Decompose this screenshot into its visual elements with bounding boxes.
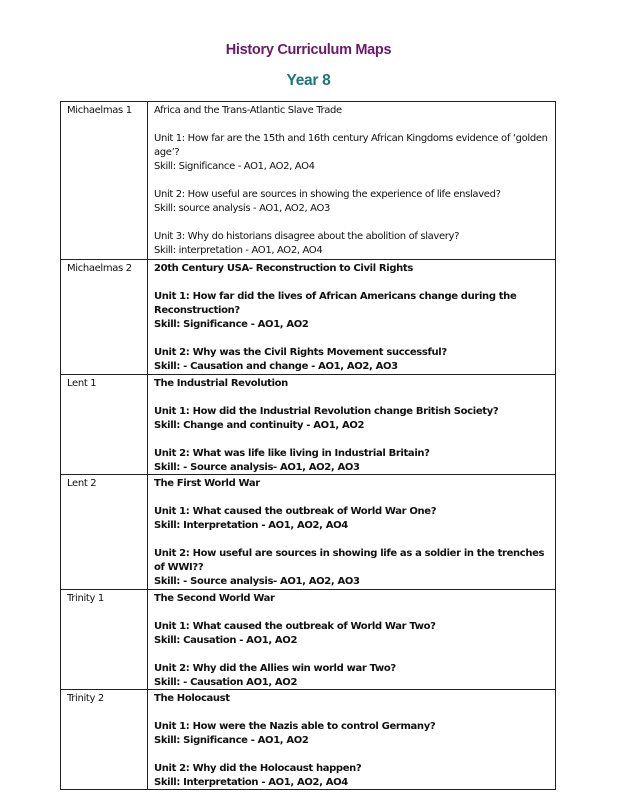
unit-question: Unit 1: How were the Nazis able to control Germany?: [154, 721, 436, 732]
unit-question: Unit 1: How did the Industrial Revolution change British Society?: [154, 406, 499, 417]
curriculum-table: [60, 101, 556, 790]
term-cell: [61, 590, 148, 690]
page-title: History Curriculum Maps: [225, 42, 392, 58]
unit-skill: Skill: - Source analysis- AO1, AO2, AO3: [154, 462, 360, 473]
unit-question: Unit 2: Why did the Holocaust happen?: [154, 763, 362, 774]
unit-question: Unit 2: How useful are sources in showing the experience of life enslaved?: [154, 189, 501, 200]
unit-block: [154, 762, 555, 789]
term-label: Michaelmas 1: [67, 105, 132, 116]
term-cell: [61, 690, 148, 790]
unit-block: [154, 290, 555, 332]
unit-block: [154, 346, 555, 374]
unit-skill: Skill: Change and continuity - AO1, AO2: [154, 420, 365, 431]
content-cell: [148, 102, 556, 260]
page-subtitle: Year 8: [286, 72, 331, 89]
term-label: Trinity 1: [67, 593, 104, 604]
unit-block: [154, 720, 555, 748]
unit-question: Unit 2: Why did the Allies win world war Two?: [154, 663, 396, 674]
content-cell: [148, 475, 556, 590]
unit-skill: Skill: - Source analysis- AO1, AO2, AO3: [154, 576, 360, 587]
topic-title: The First World War: [154, 478, 260, 489]
content-cell: [148, 375, 556, 475]
term-cell: [61, 260, 148, 375]
unit-skill: Skill: interpretation - AO1, AO2, AO4: [154, 245, 323, 256]
unit-block: [154, 662, 555, 689]
term-cell: [61, 475, 148, 590]
topic-title: The Second World War: [154, 593, 275, 604]
unit-question: Unit 1: What caused the outbreak of World War One?: [154, 506, 437, 517]
unit-block: [154, 447, 555, 474]
unit-question: Unit 2: How useful are sources in showing life as a soldier in the trenches of WWI??: [154, 548, 545, 573]
unit-skill: Skill: Significance - AO1, AO2, AO4: [154, 161, 315, 172]
table-row: [61, 375, 556, 475]
topic-title: The Industrial Revolution: [154, 378, 288, 389]
unit-skill: Skill: - Causation and change - AO1, AO2, AO3: [154, 361, 398, 372]
unit-skill: Skill: Interpretation - AO1, AO2, AO4: [154, 520, 348, 531]
unit-question: Unit 2: What was life like living in Industrial Britain?: [154, 448, 430, 459]
unit-block: [154, 188, 555, 216]
term-cell: [61, 102, 148, 260]
unit-question: Unit 1: How far are the 15th and 16th century African Kingdoms evidence of ‘golden age’?: [154, 133, 548, 158]
topic-title: The Holocaust: [154, 693, 230, 704]
unit-block: [154, 505, 555, 533]
content-cell: [148, 590, 556, 690]
unit-skill: Skill: Causation - AO1, AO2: [154, 635, 298, 646]
unit-question: Unit 2: Why was the Civil Rights Movement successful?: [154, 347, 447, 358]
unit-skill: Skill: Significance - AO1, AO2: [154, 319, 309, 330]
unit-block: [154, 230, 555, 258]
unit-block: [154, 405, 555, 433]
term-label: Lent 2: [67, 478, 97, 489]
unit-block: [154, 547, 555, 589]
table-row: [61, 590, 556, 690]
table-row: [61, 102, 556, 260]
content-cell: [148, 260, 556, 375]
term-label: Michaelmas 2: [67, 263, 132, 274]
unit-skill: Skill: Significance - AO1, AO2: [154, 735, 309, 746]
unit-question: Unit 1: How far did the lives of African Americans change during the Reconstruction?: [154, 291, 517, 316]
unit-skill: Skill: - Causation AO1, AO2: [154, 677, 298, 688]
unit-question: Unit 3: Why do historians disagree about the abolition of slavery?: [154, 231, 460, 242]
term-cell: [61, 375, 148, 475]
unit-skill: Skill: source analysis - AO1, AO2, AO3: [154, 203, 330, 214]
unit-block: [154, 132, 555, 174]
table-row: [61, 690, 556, 790]
term-label: Trinity 2: [67, 693, 104, 704]
unit-skill: Skill: Interpretation - AO1, AO2, AO4: [154, 777, 348, 788]
unit-block: [154, 620, 555, 648]
topic-title: Africa and the Trans-Atlantic Slave Trade: [154, 105, 342, 116]
table-row: [61, 260, 556, 375]
unit-question: Unit 1: What caused the outbreak of World War Two?: [154, 621, 436, 632]
topic-title: 20th Century USA- Reconstruction to Civil Rights: [154, 263, 413, 274]
term-label: Lent 1: [67, 378, 97, 389]
content-cell: [148, 690, 556, 790]
table-row: [61, 475, 556, 590]
